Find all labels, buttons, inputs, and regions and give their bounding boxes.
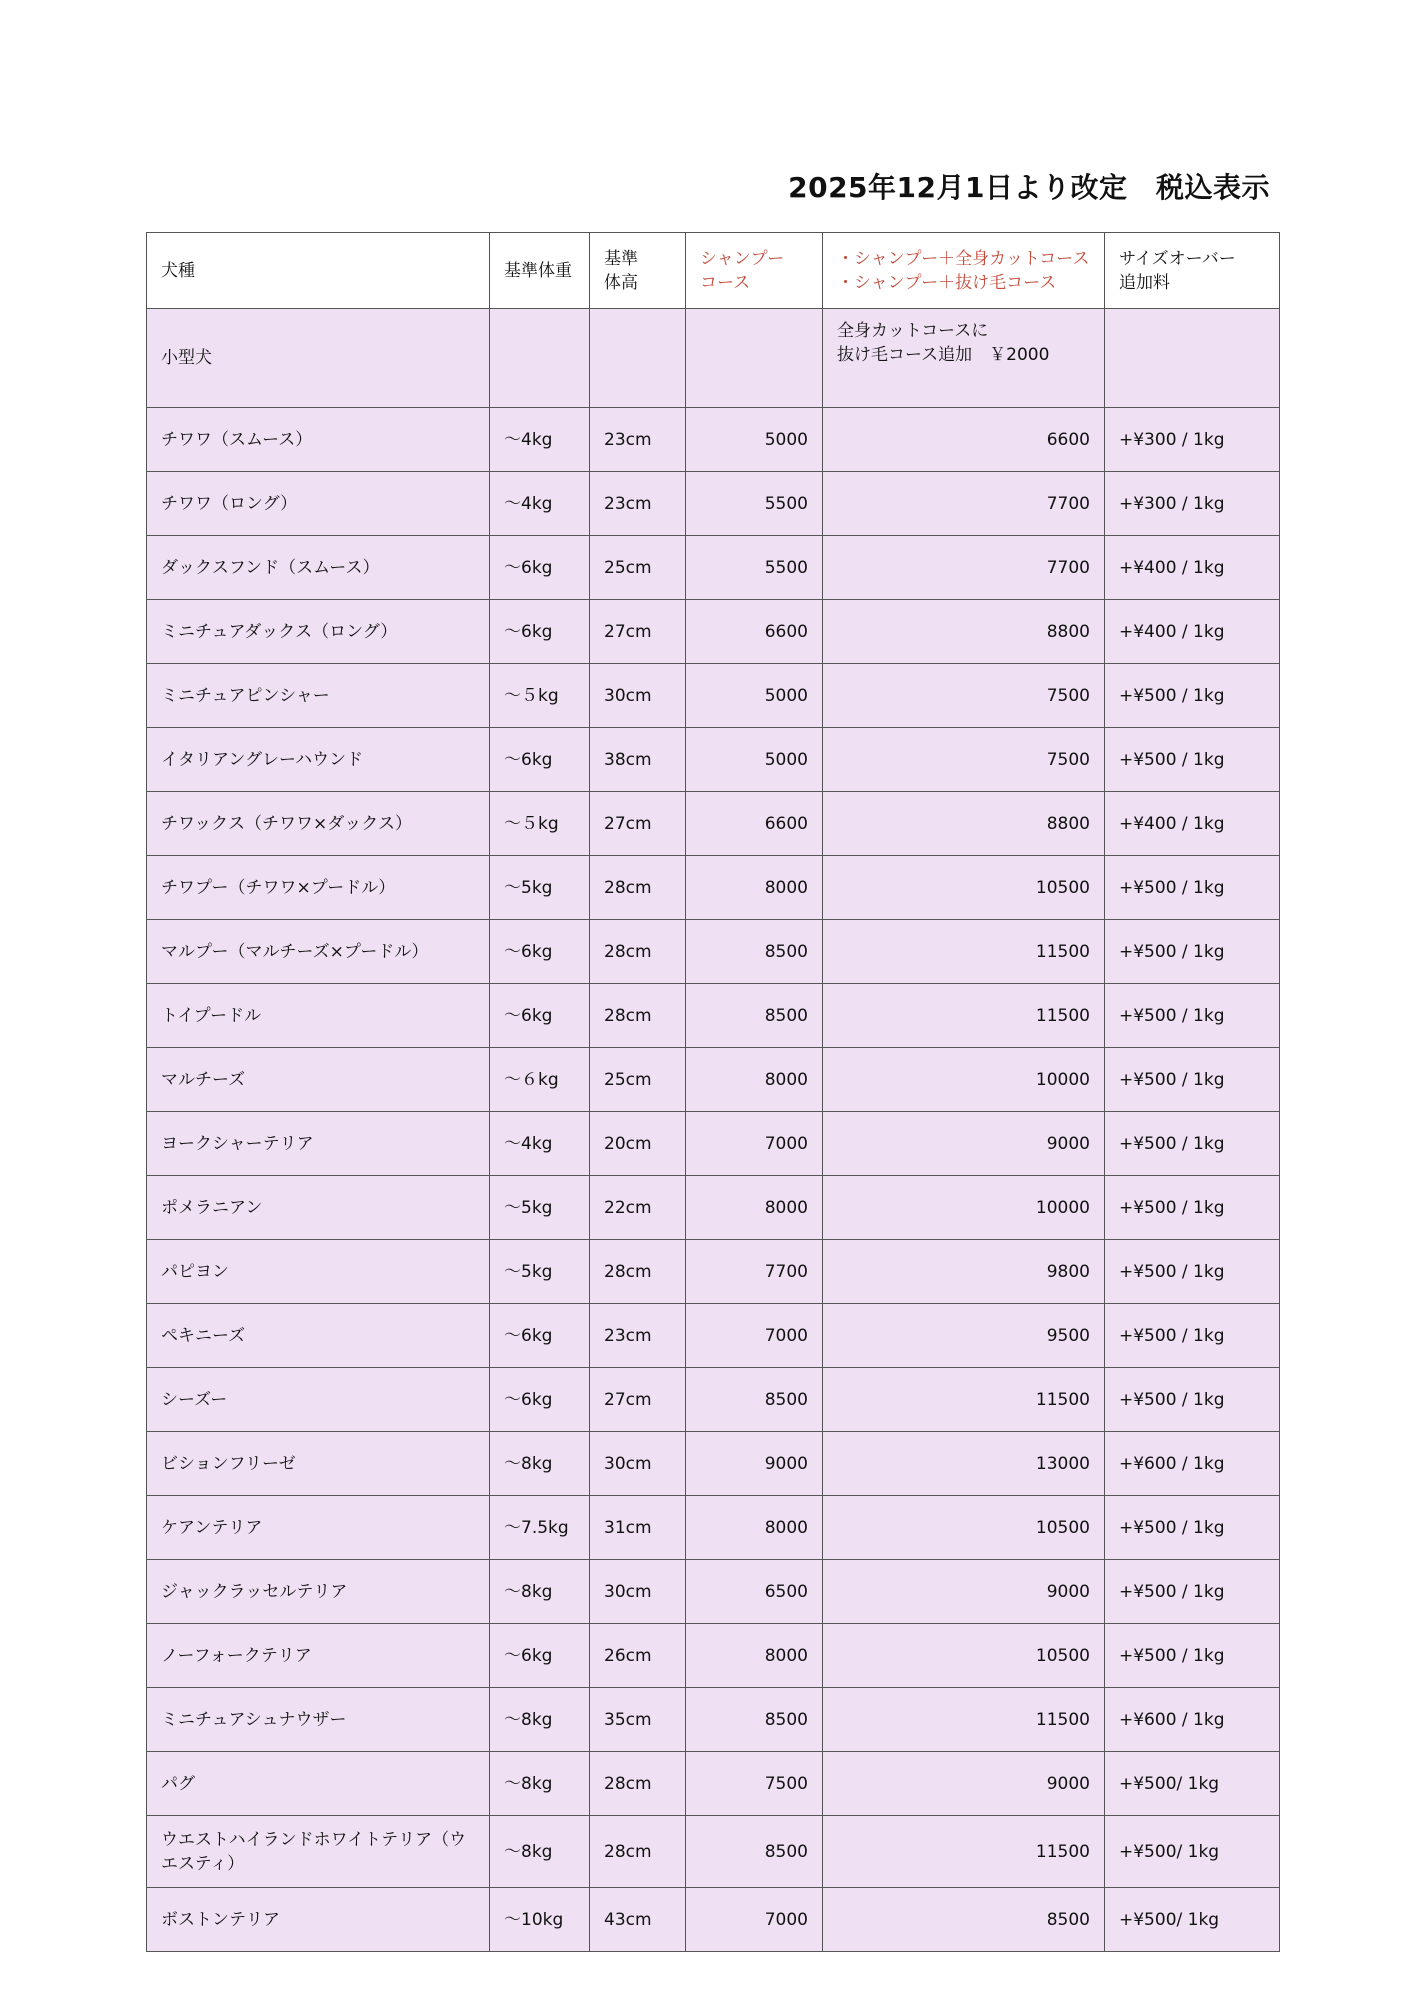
shampoo-price-cell: 8500 <box>686 1368 823 1432</box>
table-row <box>147 1688 1280 1752</box>
weight-cell: 〜8kg <box>490 1752 590 1816</box>
height-cell: 25cm <box>590 1048 686 1112</box>
breed-cell: ジャックラッセルテリア <box>147 1560 490 1624</box>
header-oversize: サイズオーバー 追加料 <box>1105 233 1280 309</box>
breed-cell: ウエストハイランドホワイトテリア（ウエスティ） <box>147 1816 490 1888</box>
height-cell: 30cm <box>590 1560 686 1624</box>
weight-cell: 〜8kg <box>490 1688 590 1752</box>
table-row <box>147 792 1280 856</box>
shampoo-price-cell: 8500 <box>686 920 823 984</box>
weight-cell: 〜8kg <box>490 1816 590 1888</box>
oversize-fee-cell: +¥500/ 1kg <box>1105 1752 1280 1816</box>
breed-cell: ボストンテリア <box>147 1888 490 1952</box>
height-cell: 43cm <box>590 1888 686 1952</box>
oversize-fee-cell: +¥600 / 1kg <box>1105 1432 1280 1496</box>
shampoo-price-cell: 8000 <box>686 1624 823 1688</box>
table-row <box>147 1368 1280 1432</box>
table-row <box>147 1304 1280 1368</box>
breed-cell: パピヨン <box>147 1240 490 1304</box>
height-cell: 28cm <box>590 1816 686 1888</box>
shampoo-price-cell: 7000 <box>686 1888 823 1952</box>
height-cell: 23cm <box>590 472 686 536</box>
shampoo-price-cell: 9000 <box>686 1432 823 1496</box>
group-empty-cell <box>590 309 686 408</box>
cut-price-cell: 7700 <box>823 536 1105 600</box>
weight-cell: 〜4kg <box>490 1112 590 1176</box>
oversize-fee-cell: +¥500 / 1kg <box>1105 1240 1280 1304</box>
shampoo-price-cell: 8500 <box>686 1816 823 1888</box>
height-cell: 31cm <box>590 1496 686 1560</box>
cut-price-cell: 13000 <box>823 1432 1105 1496</box>
weight-cell: 〜５kg <box>490 664 590 728</box>
table-row <box>147 1112 1280 1176</box>
breed-cell: パグ <box>147 1752 490 1816</box>
breed-cell: マルプー（マルチーズ×プードル） <box>147 920 490 984</box>
height-cell: 30cm <box>590 1432 686 1496</box>
breed-cell: ケアンテリア <box>147 1496 490 1560</box>
breed-cell: ミニチュアシュナウザー <box>147 1688 490 1752</box>
table-row <box>147 1752 1280 1816</box>
weight-cell: 〜8kg <box>490 1432 590 1496</box>
breed-cell: チワックス（チワワ×ダックス） <box>147 792 490 856</box>
cut-price-cell: 7700 <box>823 472 1105 536</box>
cut-price-cell: 9000 <box>823 1112 1105 1176</box>
table-body <box>147 309 1280 1952</box>
oversize-fee-cell: +¥400 / 1kg <box>1105 600 1280 664</box>
weight-cell: 〜5kg <box>490 1240 590 1304</box>
height-cell: 28cm <box>590 920 686 984</box>
group-empty-cell <box>490 309 590 408</box>
breed-cell: チワワ（ロング） <box>147 472 490 536</box>
height-cell: 25cm <box>590 536 686 600</box>
header-shampoo: シャンプー コース <box>686 233 823 309</box>
page-title: 2025年12月1日より改定 税込表示 <box>788 171 1270 204</box>
height-cell: 30cm <box>590 664 686 728</box>
breed-cell: シーズー <box>147 1368 490 1432</box>
oversize-fee-cell: +¥500 / 1kg <box>1105 1112 1280 1176</box>
weight-cell: 〜7.5kg <box>490 1496 590 1560</box>
cut-price-cell: 6600 <box>823 408 1105 472</box>
group-name: 小型犬 <box>147 309 490 408</box>
weight-cell: 〜6kg <box>490 984 590 1048</box>
shampoo-price-cell: 5500 <box>686 536 823 600</box>
breed-cell: ノーフォークテリア <box>147 1624 490 1688</box>
weight-cell: 〜5kg <box>490 856 590 920</box>
table-row <box>147 664 1280 728</box>
cut-price-cell: 9000 <box>823 1560 1105 1624</box>
breed-cell: チワプー（チワワ×プードル） <box>147 856 490 920</box>
cut-price-cell: 11500 <box>823 1816 1105 1888</box>
price-table <box>146 232 1280 1952</box>
header-cut-line-1: ・シャンプー＋全身カットコース <box>837 248 1090 269</box>
table-row <box>147 1816 1280 1888</box>
cut-price-cell: 10500 <box>823 856 1105 920</box>
weight-cell: 〜６kg <box>490 1048 590 1112</box>
height-cell: 23cm <box>590 1304 686 1368</box>
shampoo-price-cell: 8000 <box>686 1176 823 1240</box>
oversize-fee-cell: +¥300 / 1kg <box>1105 408 1280 472</box>
cut-price-cell: 7500 <box>823 728 1105 792</box>
cut-price-cell: 11500 <box>823 920 1105 984</box>
height-cell: 23cm <box>590 408 686 472</box>
shampoo-price-cell: 8500 <box>686 984 823 1048</box>
height-cell: 20cm <box>590 1112 686 1176</box>
height-cell: 28cm <box>590 1240 686 1304</box>
cut-price-cell: 11500 <box>823 1368 1105 1432</box>
breed-cell: ミニチュアピンシャー <box>147 664 490 728</box>
breed-cell: ダックスフンド（スムース） <box>147 536 490 600</box>
breed-cell: イタリアングレーハウンド <box>147 728 490 792</box>
height-cell: 28cm <box>590 1752 686 1816</box>
breed-cell: チワワ（スムース） <box>147 408 490 472</box>
table-row <box>147 1496 1280 1560</box>
header-height: 基準 体高 <box>590 233 686 309</box>
table-row <box>147 1048 1280 1112</box>
weight-cell: 〜6kg <box>490 1304 590 1368</box>
shampoo-price-cell: 7700 <box>686 1240 823 1304</box>
shampoo-price-cell: 6600 <box>686 600 823 664</box>
oversize-fee-cell: +¥500 / 1kg <box>1105 1048 1280 1112</box>
oversize-fee-cell: +¥500/ 1kg <box>1105 1816 1280 1888</box>
header-weight: 基準体重 <box>490 233 590 309</box>
table-row <box>147 408 1280 472</box>
header-cut-line-2: ・シャンプー＋抜け毛コース <box>837 272 1057 293</box>
oversize-fee-cell: +¥400 / 1kg <box>1105 536 1280 600</box>
weight-cell: 〜4kg <box>490 472 590 536</box>
table-row <box>147 1560 1280 1624</box>
height-cell: 27cm <box>590 792 686 856</box>
shampoo-price-cell: 5000 <box>686 664 823 728</box>
weight-cell: 〜6kg <box>490 536 590 600</box>
height-cell: 28cm <box>590 856 686 920</box>
height-cell: 27cm <box>590 600 686 664</box>
shampoo-price-cell: 7500 <box>686 1752 823 1816</box>
cut-price-cell: 8500 <box>823 1888 1105 1952</box>
header-breed: 犬種 <box>147 233 490 309</box>
oversize-fee-cell: +¥500 / 1kg <box>1105 1624 1280 1688</box>
cut-price-cell: 10000 <box>823 1176 1105 1240</box>
table-row <box>147 1432 1280 1496</box>
cut-price-cell: 11500 <box>823 984 1105 1048</box>
cut-price-cell: 10500 <box>823 1496 1105 1560</box>
oversize-fee-cell: +¥500 / 1kg <box>1105 984 1280 1048</box>
table-row <box>147 1624 1280 1688</box>
shampoo-price-cell: 5000 <box>686 728 823 792</box>
oversize-fee-cell: +¥500 / 1kg <box>1105 920 1280 984</box>
breed-cell: ペキニーズ <box>147 1304 490 1368</box>
shampoo-price-cell: 6600 <box>686 792 823 856</box>
shampoo-price-cell: 5000 <box>686 408 823 472</box>
cut-price-cell: 10000 <box>823 1048 1105 1112</box>
weight-cell: 〜10kg <box>490 1888 590 1952</box>
cut-price-cell: 8800 <box>823 600 1105 664</box>
table-row <box>147 856 1280 920</box>
header-row <box>147 233 1280 309</box>
group-row-small-dogs <box>147 309 1280 408</box>
weight-cell: 〜6kg <box>490 600 590 664</box>
table-row <box>147 728 1280 792</box>
weight-cell: 〜6kg <box>490 728 590 792</box>
cut-price-cell: 8800 <box>823 792 1105 856</box>
breed-cell: マルチーズ <box>147 1048 490 1112</box>
height-cell: 35cm <box>590 1688 686 1752</box>
shampoo-price-cell: 7000 <box>686 1112 823 1176</box>
cut-price-cell: 11500 <box>823 1688 1105 1752</box>
weight-cell: 〜6kg <box>490 1368 590 1432</box>
cut-price-cell: 7500 <box>823 664 1105 728</box>
shampoo-price-cell: 8000 <box>686 1048 823 1112</box>
table-row <box>147 1888 1280 1952</box>
oversize-fee-cell: +¥600 / 1kg <box>1105 1688 1280 1752</box>
weight-cell: 〜5kg <box>490 1176 590 1240</box>
weight-cell: 〜５kg <box>490 792 590 856</box>
oversize-fee-cell: +¥500 / 1kg <box>1105 1496 1280 1560</box>
table-row <box>147 1176 1280 1240</box>
oversize-fee-cell: +¥500 / 1kg <box>1105 728 1280 792</box>
shampoo-price-cell: 5500 <box>686 472 823 536</box>
shampoo-price-cell: 8000 <box>686 1496 823 1560</box>
group-empty-cell <box>686 309 823 408</box>
breed-cell: トイプードル <box>147 984 490 1048</box>
shampoo-price-cell: 7000 <box>686 1304 823 1368</box>
table-row <box>147 1240 1280 1304</box>
weight-cell: 〜8kg <box>490 1560 590 1624</box>
shampoo-price-cell: 6500 <box>686 1560 823 1624</box>
weight-cell: 〜4kg <box>490 408 590 472</box>
cut-price-cell: 9800 <box>823 1240 1105 1304</box>
group-note: 全身カットコースに 抜け毛コース追加 ￥2000 <box>823 309 1105 408</box>
weight-cell: 〜6kg <box>490 1624 590 1688</box>
breed-cell: ポメラニアン <box>147 1176 490 1240</box>
oversize-fee-cell: +¥500 / 1kg <box>1105 1176 1280 1240</box>
group-empty-cell <box>1105 309 1280 408</box>
cut-price-cell: 9000 <box>823 1752 1105 1816</box>
breed-cell: ビションフリーゼ <box>147 1432 490 1496</box>
oversize-fee-cell: +¥500/ 1kg <box>1105 1888 1280 1952</box>
shampoo-price-cell: 8000 <box>686 856 823 920</box>
shampoo-price-cell: 8500 <box>686 1688 823 1752</box>
table-row <box>147 920 1280 984</box>
oversize-fee-cell: +¥500 / 1kg <box>1105 1368 1280 1432</box>
oversize-fee-cell: +¥500 / 1kg <box>1105 1304 1280 1368</box>
height-cell: 38cm <box>590 728 686 792</box>
oversize-fee-cell: +¥500 / 1kg <box>1105 1560 1280 1624</box>
breed-cell: ミニチュアダックス（ロング） <box>147 600 490 664</box>
table-row <box>147 984 1280 1048</box>
table-row <box>147 536 1280 600</box>
oversize-fee-cell: +¥300 / 1kg <box>1105 472 1280 536</box>
height-cell: 27cm <box>590 1368 686 1432</box>
height-cell: 28cm <box>590 984 686 1048</box>
height-cell: 22cm <box>590 1176 686 1240</box>
cut-price-cell: 10500 <box>823 1624 1105 1688</box>
oversize-fee-cell: +¥500 / 1kg <box>1105 664 1280 728</box>
oversize-fee-cell: +¥500 / 1kg <box>1105 856 1280 920</box>
table-row <box>147 600 1280 664</box>
weight-cell: 〜6kg <box>490 920 590 984</box>
header-cut-course <box>823 233 1105 309</box>
cut-price-cell: 9500 <box>823 1304 1105 1368</box>
height-cell: 26cm <box>590 1624 686 1688</box>
oversize-fee-cell: +¥400 / 1kg <box>1105 792 1280 856</box>
breed-cell: ヨークシャーテリア <box>147 1112 490 1176</box>
table-row <box>147 472 1280 536</box>
